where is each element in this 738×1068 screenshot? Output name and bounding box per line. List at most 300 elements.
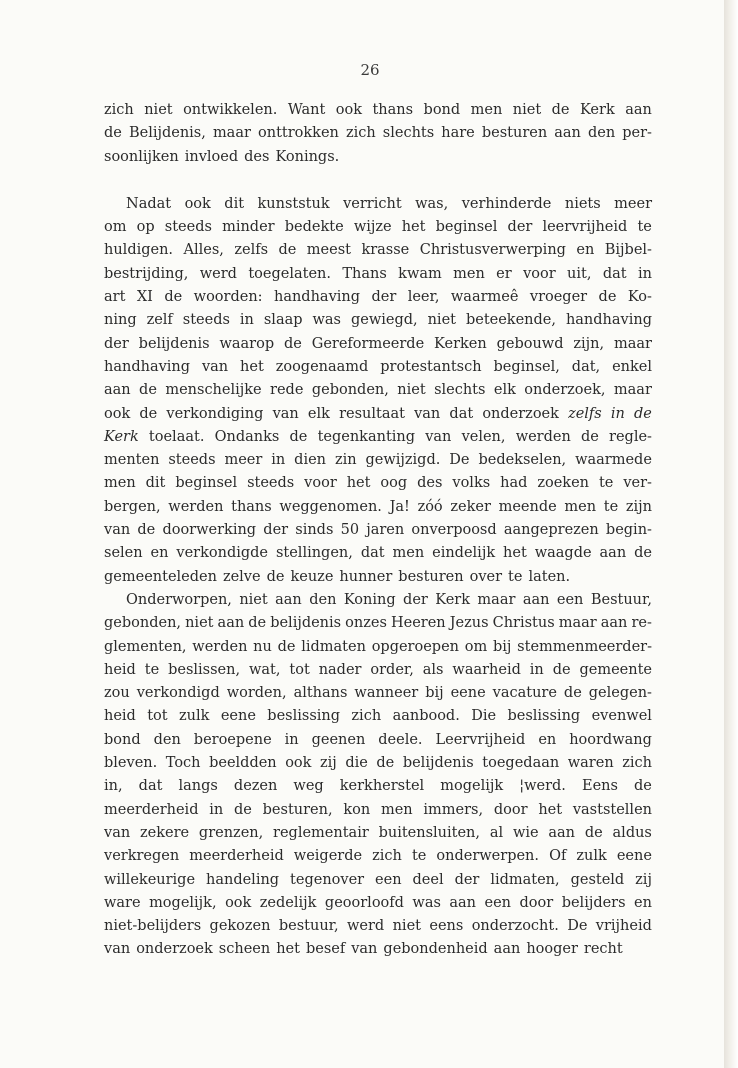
word: te xyxy=(411,848,427,865)
word: slaap xyxy=(263,312,303,329)
word: zin xyxy=(334,452,357,469)
word: te xyxy=(144,661,160,678)
word: meerderheid xyxy=(104,801,199,818)
word: om xyxy=(104,219,127,236)
text-line xyxy=(104,309,652,332)
word: meest xyxy=(306,242,351,259)
word: dezen xyxy=(233,778,278,795)
word: van xyxy=(104,522,131,539)
word: aan xyxy=(599,545,627,562)
word: voor xyxy=(304,475,337,492)
word: laten. xyxy=(528,568,571,585)
text-line xyxy=(104,193,652,216)
word: meerderheid xyxy=(189,848,284,865)
word: volks xyxy=(452,475,491,492)
text-line xyxy=(104,356,652,379)
word: werden xyxy=(515,428,571,445)
word: eindelijk xyxy=(432,545,496,562)
word: Leervrijheid xyxy=(435,731,526,748)
text-line xyxy=(104,729,652,752)
word: werden xyxy=(192,638,248,655)
word: begin- xyxy=(605,522,652,539)
word: al xyxy=(489,824,504,841)
word: dit xyxy=(224,195,245,212)
text-line xyxy=(104,636,652,659)
word: aan xyxy=(449,894,477,911)
word: onderzoek, xyxy=(524,382,606,399)
word: dien xyxy=(294,452,326,469)
word: de xyxy=(581,428,599,445)
text-line xyxy=(104,122,652,145)
word: Thans xyxy=(342,265,387,282)
word: van xyxy=(104,824,131,841)
text-line xyxy=(104,216,652,239)
word: tot xyxy=(147,708,168,725)
word: door xyxy=(519,894,554,911)
word: de xyxy=(104,125,122,142)
word: Kerk xyxy=(104,428,139,445)
word: Ko- xyxy=(627,289,652,306)
word: Eens xyxy=(581,778,618,795)
word: verkregen xyxy=(104,848,180,865)
paragraph-gap xyxy=(104,169,652,193)
word: minder xyxy=(222,219,275,236)
word: invloed xyxy=(184,148,239,165)
word: Kerken xyxy=(434,335,487,352)
word: glementen, xyxy=(104,638,187,655)
word: verhinderde xyxy=(461,195,552,212)
word: 50 xyxy=(340,522,360,539)
word: zóó xyxy=(417,498,443,515)
word: aan xyxy=(600,615,628,632)
word: in, xyxy=(104,778,123,795)
word: was xyxy=(412,894,441,911)
word: belijdenis xyxy=(138,335,210,352)
word: in xyxy=(239,312,254,329)
word: en xyxy=(538,731,557,748)
word: te xyxy=(508,568,523,585)
word: beslissing xyxy=(267,708,341,725)
text-line xyxy=(104,379,652,402)
text-line xyxy=(104,915,652,938)
word: nader xyxy=(318,661,362,678)
word: krasse xyxy=(361,242,410,259)
word: was, xyxy=(415,195,449,212)
word: vroeger xyxy=(529,289,588,306)
text-line xyxy=(104,426,652,449)
word: steeds xyxy=(247,475,295,492)
word: althans xyxy=(293,685,348,702)
word: deel xyxy=(412,871,444,888)
text-line xyxy=(104,845,652,868)
word: zelve xyxy=(222,568,261,585)
word: gemeenteleden xyxy=(104,568,217,585)
word: stellingen, xyxy=(275,545,353,562)
word: van xyxy=(351,941,378,958)
word: woorden: xyxy=(193,289,263,306)
word: heid xyxy=(104,661,136,678)
word: de xyxy=(277,638,296,655)
word: belijders xyxy=(561,894,626,911)
word: zich xyxy=(372,848,402,865)
word: men xyxy=(453,265,485,282)
word: de xyxy=(266,568,285,585)
word: aangeprezen xyxy=(503,522,599,539)
word: onderwerpen. xyxy=(436,848,540,865)
word: zelfs xyxy=(568,405,602,422)
word: van xyxy=(272,405,299,422)
word: onzes xyxy=(345,615,387,632)
word: ook xyxy=(184,195,211,212)
word: gelegen- xyxy=(588,685,652,702)
word: Toch xyxy=(165,755,201,772)
word: der xyxy=(104,335,129,352)
word: beslissing xyxy=(507,708,581,725)
word: kunststuk xyxy=(257,195,330,212)
word: des xyxy=(244,148,270,165)
word: werden xyxy=(168,498,224,515)
word: besturen xyxy=(481,125,548,142)
word: art xyxy=(104,289,126,306)
word: worden, xyxy=(226,685,287,702)
word: rede xyxy=(270,382,304,399)
word: niet xyxy=(397,382,426,399)
word: lidmaten xyxy=(301,638,366,655)
word: mogelijk xyxy=(440,778,504,795)
word: handhaving xyxy=(104,358,191,375)
text-line xyxy=(104,705,652,728)
word: ook xyxy=(225,894,252,911)
word: Christus xyxy=(492,615,555,632)
word: vaststellen xyxy=(572,801,652,818)
word: werd xyxy=(199,265,237,282)
word: nu xyxy=(253,638,272,655)
word: de xyxy=(598,289,617,306)
word: zij xyxy=(320,755,337,772)
word: aan xyxy=(625,102,652,118)
word: gesteld xyxy=(570,871,625,888)
text-line xyxy=(104,263,652,286)
word: den xyxy=(309,591,337,608)
word: een xyxy=(375,871,402,888)
text-line xyxy=(104,566,652,589)
word: verkondigde xyxy=(176,545,269,562)
word: enkel xyxy=(612,358,652,375)
word: in xyxy=(209,801,224,818)
word: oog xyxy=(380,475,408,492)
word: aan xyxy=(104,382,131,399)
word: eene xyxy=(450,685,486,702)
word: zeker xyxy=(450,498,491,515)
word: de xyxy=(248,615,267,632)
word: niet-belijders xyxy=(104,918,202,935)
text-line xyxy=(104,589,652,612)
word: voor xyxy=(523,265,556,282)
word: ver- xyxy=(623,475,652,492)
text-line xyxy=(104,822,652,845)
word: waarmeê xyxy=(450,289,519,306)
text-line xyxy=(104,519,652,542)
word: beginsel xyxy=(435,219,498,236)
word: zulk xyxy=(576,848,607,865)
word: zich xyxy=(104,102,134,118)
text-line xyxy=(104,659,652,682)
word: gebouwd xyxy=(496,335,564,352)
word: op xyxy=(136,219,155,236)
word: steeds xyxy=(164,219,212,236)
word: maar xyxy=(614,335,652,352)
word: waarop xyxy=(219,335,275,352)
word: waarheid xyxy=(452,661,521,678)
word: Heeren xyxy=(390,615,446,632)
word: men xyxy=(380,801,413,818)
word: er xyxy=(496,265,512,282)
word: lidmaten, xyxy=(490,871,560,888)
word: den xyxy=(153,731,181,748)
word: menschelijke xyxy=(165,382,262,399)
word: geoorloofd xyxy=(324,894,404,911)
word: Konings. xyxy=(275,148,340,165)
word: het xyxy=(503,545,527,562)
text-line xyxy=(104,892,652,915)
text-line xyxy=(104,146,652,169)
word: besturen xyxy=(398,568,464,585)
word: dit xyxy=(145,475,166,492)
word: bleven. xyxy=(104,755,158,772)
word: ¦werd. xyxy=(519,778,566,795)
word: gebonden, xyxy=(311,382,389,399)
word: beteekende, xyxy=(465,312,556,329)
word: gemeente xyxy=(579,661,652,678)
word: eens xyxy=(429,918,464,935)
word: gewiegd, xyxy=(350,312,418,329)
word: de xyxy=(164,289,183,306)
word: hoordwang xyxy=(569,731,652,748)
word: door xyxy=(493,801,528,818)
word: om xyxy=(464,638,488,655)
word: immers, xyxy=(423,801,484,818)
word: toegelaten. xyxy=(248,265,331,282)
word: zedelijk xyxy=(259,894,317,911)
word: regle- xyxy=(609,428,652,445)
word: te xyxy=(603,498,619,515)
word: niet xyxy=(144,102,173,118)
word: van xyxy=(414,405,441,422)
word: recht xyxy=(583,941,623,958)
word: waarmede xyxy=(575,452,652,469)
word: niet xyxy=(512,102,542,118)
word: onderzoek xyxy=(482,405,559,422)
word: onttrokken xyxy=(258,125,339,142)
word: wat, xyxy=(248,661,281,678)
word: huldigen. xyxy=(104,242,174,259)
text-line xyxy=(104,612,652,635)
word: de xyxy=(234,801,252,818)
text-line xyxy=(104,938,652,961)
word: zoeken xyxy=(537,475,590,492)
word: zij xyxy=(635,871,652,888)
word: gekozen xyxy=(209,918,271,935)
word: ook xyxy=(285,755,312,772)
word: en xyxy=(634,894,652,911)
word: menten xyxy=(104,452,160,469)
word: de xyxy=(634,545,652,562)
body-text xyxy=(104,99,652,962)
word: doorwerking xyxy=(162,522,257,539)
word: leervrijheid xyxy=(542,219,628,236)
text-line xyxy=(104,449,652,472)
word: Kerk xyxy=(579,102,615,118)
word: te xyxy=(637,219,652,236)
word: niet xyxy=(239,591,268,608)
word: de xyxy=(284,335,302,352)
word: gebondenheid xyxy=(383,941,488,958)
word: bij xyxy=(493,638,512,655)
word: en xyxy=(150,545,169,562)
word: het xyxy=(240,358,264,375)
word: tot xyxy=(289,661,310,678)
word: onderzocht. xyxy=(471,918,559,935)
word: De xyxy=(449,452,470,469)
word: bestuur, xyxy=(278,918,339,935)
word: in xyxy=(529,661,544,678)
word: dat, xyxy=(571,358,601,375)
word: Onderworpen, xyxy=(126,591,232,608)
word: zoogenaamd xyxy=(275,358,369,375)
word: zou xyxy=(104,685,130,702)
word: beeldden xyxy=(209,755,277,772)
word: verkondiging xyxy=(166,405,264,422)
word: was xyxy=(312,312,341,329)
word: zich xyxy=(351,708,382,725)
word: order, xyxy=(370,661,414,678)
text-line xyxy=(104,496,652,519)
word: der xyxy=(403,591,428,608)
text-line xyxy=(104,472,652,495)
word: vrijheid xyxy=(595,918,652,935)
word: waagde xyxy=(534,545,592,562)
word: Alles, xyxy=(183,242,224,259)
word: niet xyxy=(427,312,456,329)
text-line xyxy=(104,286,652,309)
word: weg xyxy=(293,778,324,795)
word: van xyxy=(425,428,452,445)
word: de xyxy=(634,778,652,795)
word: belijdenis xyxy=(270,615,342,632)
word: aanbood. xyxy=(392,708,460,725)
word: bond xyxy=(423,102,461,118)
word: Want xyxy=(287,102,326,118)
word: had xyxy=(500,475,528,492)
word: per- xyxy=(622,125,652,142)
word: niet xyxy=(185,615,214,632)
word: bij xyxy=(425,685,444,702)
word: weggenomen. xyxy=(279,498,382,515)
word: slechts xyxy=(382,125,435,142)
word: beginsel, xyxy=(493,358,560,375)
word: thans xyxy=(372,102,414,118)
word: wijze xyxy=(353,219,392,236)
word: maar xyxy=(477,591,516,608)
word: den xyxy=(587,125,616,142)
text-line xyxy=(104,333,652,356)
word: elk xyxy=(493,382,516,399)
word: niet xyxy=(392,918,421,935)
word: van xyxy=(201,358,229,375)
word: ontwikkelen. xyxy=(183,102,278,118)
word: zelfs xyxy=(234,242,269,259)
text-line xyxy=(104,799,652,822)
word: dat xyxy=(602,265,627,282)
word: het xyxy=(346,475,371,492)
word: leer, xyxy=(407,289,440,306)
word: aan xyxy=(217,615,245,632)
word: wanneer xyxy=(354,685,419,702)
text-line xyxy=(104,403,652,426)
word: scheen xyxy=(218,941,271,958)
word: stemmenmeerder- xyxy=(517,638,652,655)
word: maar xyxy=(613,382,652,399)
word: ook xyxy=(335,102,362,118)
word: een xyxy=(484,894,512,911)
word: Ja! xyxy=(389,498,410,515)
page-number: 26 xyxy=(360,61,380,79)
word: Ondanks xyxy=(214,428,280,445)
word: meende xyxy=(498,498,557,515)
word: en xyxy=(576,242,595,259)
word: niets xyxy=(564,195,601,212)
word: bond xyxy=(104,731,141,748)
word: verricht xyxy=(343,195,402,212)
word: aan xyxy=(522,591,550,608)
word: tegenkanting xyxy=(317,428,416,445)
word: deele. xyxy=(378,731,423,748)
word: toegedaan xyxy=(482,755,560,772)
word: eene xyxy=(220,708,256,725)
word: handeling xyxy=(206,871,280,888)
word: de xyxy=(552,661,571,678)
word: maar xyxy=(558,615,597,632)
word: reglementair xyxy=(273,824,369,841)
word: de xyxy=(551,102,570,118)
word: men xyxy=(104,475,136,492)
word: buitensluiten, xyxy=(378,824,481,841)
word: handhaving xyxy=(273,289,361,306)
word: langs xyxy=(178,778,218,795)
word: in xyxy=(637,265,652,282)
word: werd xyxy=(347,918,385,935)
word: thans xyxy=(231,498,272,515)
word: van xyxy=(104,941,131,958)
word: Bestuur, xyxy=(590,591,652,608)
word: dat xyxy=(449,405,474,422)
word: aan xyxy=(275,591,302,608)
word: Die xyxy=(471,708,497,725)
word: aldus xyxy=(612,824,652,841)
word: toelaat. xyxy=(148,428,205,445)
word: zijn xyxy=(625,498,652,515)
word: verkondigd xyxy=(136,685,220,702)
word: bergen, xyxy=(104,498,161,515)
word: des xyxy=(417,475,443,492)
word: hunner xyxy=(339,568,393,585)
word: steeds xyxy=(168,452,216,469)
word: der xyxy=(454,871,480,888)
word: Christusverwerping xyxy=(419,242,566,259)
word: zich xyxy=(345,125,376,142)
word: waren xyxy=(567,755,614,772)
word: handhaving xyxy=(565,312,652,329)
